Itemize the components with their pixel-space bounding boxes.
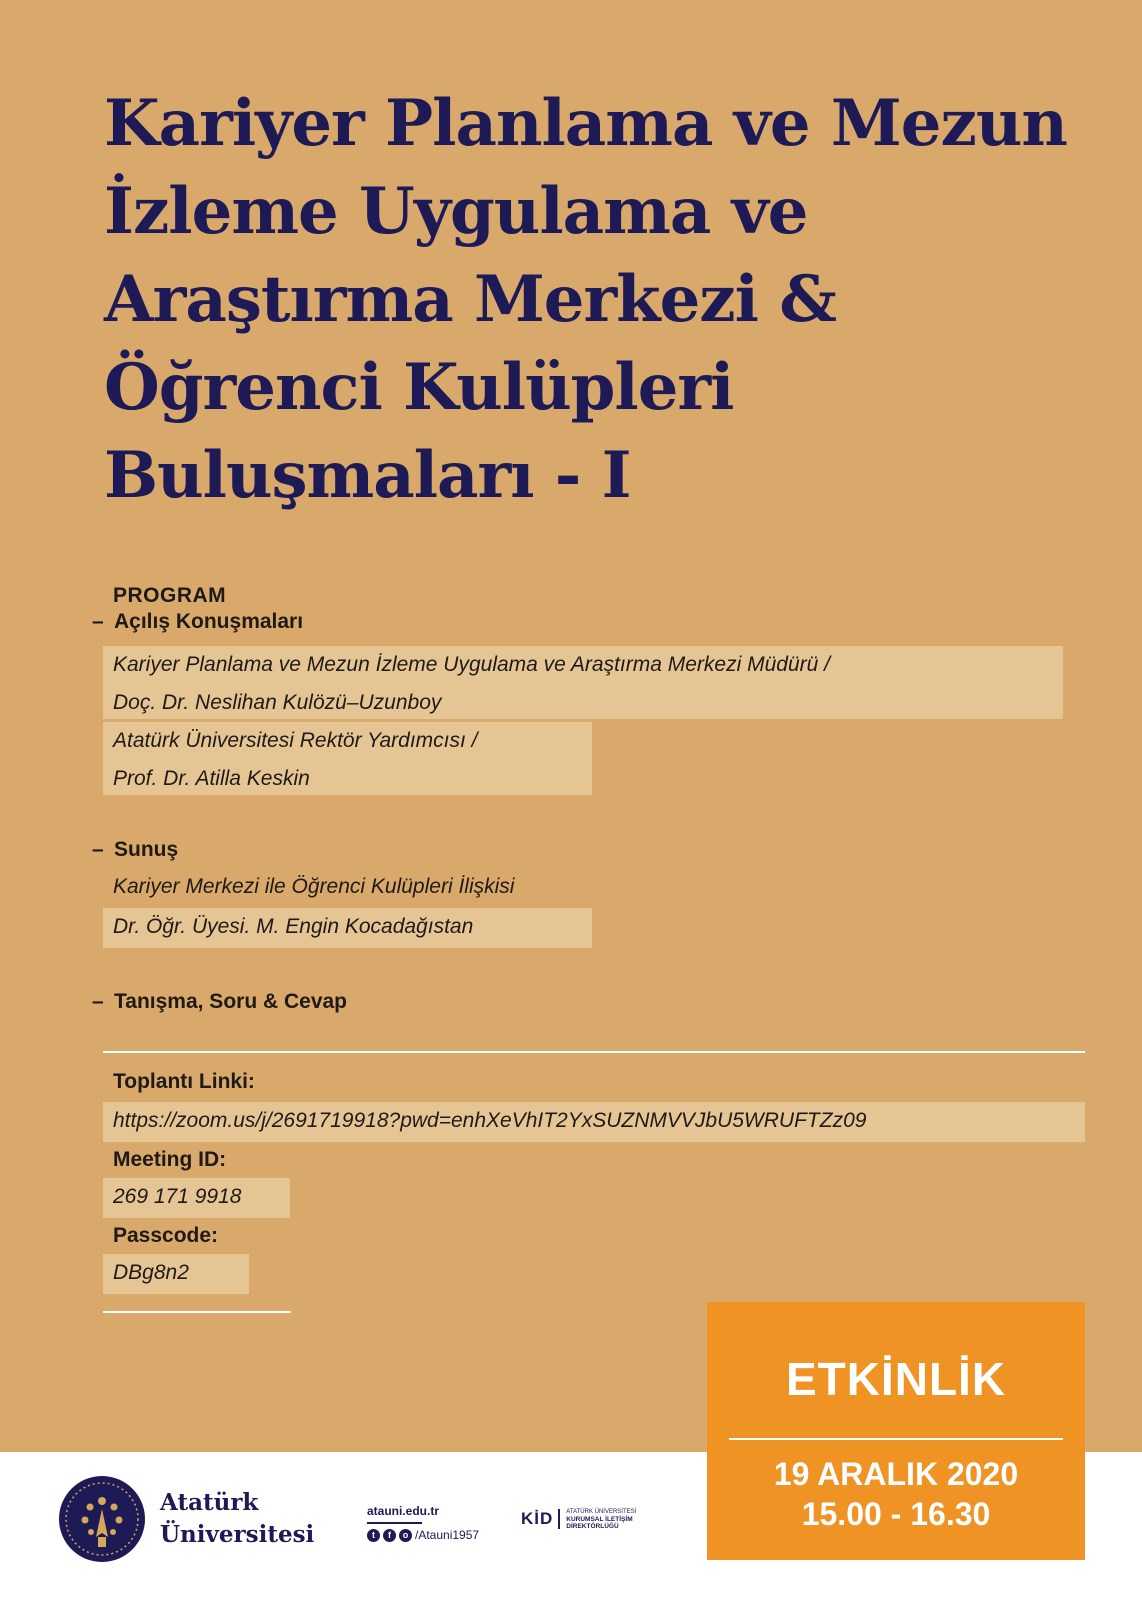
- speaker-name: Dr. Öğr. Üyesi. M. Engin Kocadağıstan: [113, 915, 474, 938]
- divider: [103, 1051, 1085, 1053]
- kid-line: KURUMSAL İLETİŞİM DİREKTÖRLÜĞÜ: [566, 1516, 633, 1530]
- kid-line: ATATÜRK ÜNİVERSİTESİ: [566, 1509, 637, 1515]
- meeting-id-value: 269 171 9918: [113, 1185, 242, 1208]
- presentation-topic: Kariyer Merkezi ile Öğrenci Kulüpleri İlişkisi: [113, 875, 515, 898]
- social-links: [367, 1528, 479, 1542]
- passcode-value: DBg8n2: [113, 1261, 189, 1284]
- event-datetime: [707, 1454, 1085, 1534]
- title-line: Buluşmaları - I: [104, 438, 631, 513]
- meeting-link-text[interactable]: https://zoom.us/j/2691719918?pwd=enhXeVhIT2YxSUZNMVVJbU5WRUFTZz09: [113, 1109, 867, 1132]
- section-qa: [92, 990, 347, 1014]
- website-underline: [367, 1522, 422, 1524]
- social-handle: /Atauni1957: [415, 1528, 480, 1542]
- website-link[interactable]: atauni.edu.tr: [367, 1504, 440, 1518]
- section-title: Tanışma, Soru & Cevap: [114, 990, 348, 1013]
- dash-marker: –: [92, 610, 104, 633]
- title-line: Kariyer Planlama ve Mezun: [104, 86, 1067, 161]
- speaker-name: Doç. Dr. Neslihan Kulözü–Uzunboy: [113, 691, 442, 714]
- section-presentation: [92, 838, 178, 862]
- title-line: İzleme Uygulama ve: [104, 174, 808, 249]
- event-date: 19 ARALIK 2020: [773, 1456, 1019, 1492]
- divider: [103, 1311, 291, 1313]
- speaker-entry: [103, 646, 1063, 719]
- section-title: Açılış Konuşmaları: [114, 610, 304, 633]
- title-line: Öğrenci Kulüpleri: [104, 350, 734, 425]
- title-line: Araştırma Merkezi &: [104, 262, 836, 337]
- university-seal-icon: [58, 1475, 146, 1563]
- instagram-icon[interactable]: o: [399, 1529, 412, 1542]
- section-opening-speeches: [92, 610, 303, 634]
- kid-mark: KİD: [521, 1509, 560, 1529]
- meeting-link-label: Toplantı Linki:: [113, 1070, 255, 1093]
- facebook-icon[interactable]: f: [383, 1529, 396, 1542]
- event-label: ETKİNLİK: [785, 1353, 1007, 1405]
- speaker-role: Kariyer Planlama ve Mezun İzleme Uygulama ve Araştırma Merkezi Müdürü /: [113, 653, 830, 676]
- meeting-link[interactable]: [103, 1102, 1085, 1142]
- passcode-label: Passcode:: [113, 1224, 219, 1247]
- speaker-name: Prof. Dr. Atilla Keskin: [113, 767, 310, 790]
- kid-text: [566, 1509, 681, 1530]
- speaker-role: Atatürk Üniversitesi Rektör Yardımcısı /: [113, 729, 478, 752]
- speaker-entry: [103, 722, 592, 795]
- speaker-entry: [103, 908, 592, 948]
- dash-marker: –: [92, 990, 104, 1013]
- twitter-icon[interactable]: t: [367, 1529, 380, 1542]
- university-name-line: Üniversitesi: [160, 1521, 315, 1548]
- university-name: [160, 1487, 314, 1551]
- program-heading: PROGRAM: [113, 584, 227, 607]
- section-title: Sunuş: [114, 838, 179, 861]
- meeting-id: [103, 1178, 290, 1218]
- meeting-id-label: Meeting ID:: [113, 1148, 227, 1171]
- kid-logo: [521, 1509, 681, 1530]
- passcode: [103, 1254, 249, 1294]
- poster-title: [104, 80, 1084, 520]
- university-name-line: Atatürk: [160, 1489, 259, 1516]
- dash-marker: –: [92, 838, 104, 861]
- event-box: [707, 1302, 1085, 1560]
- event-divider: [729, 1438, 1063, 1440]
- event-time: 15.00 - 16.30: [801, 1496, 991, 1532]
